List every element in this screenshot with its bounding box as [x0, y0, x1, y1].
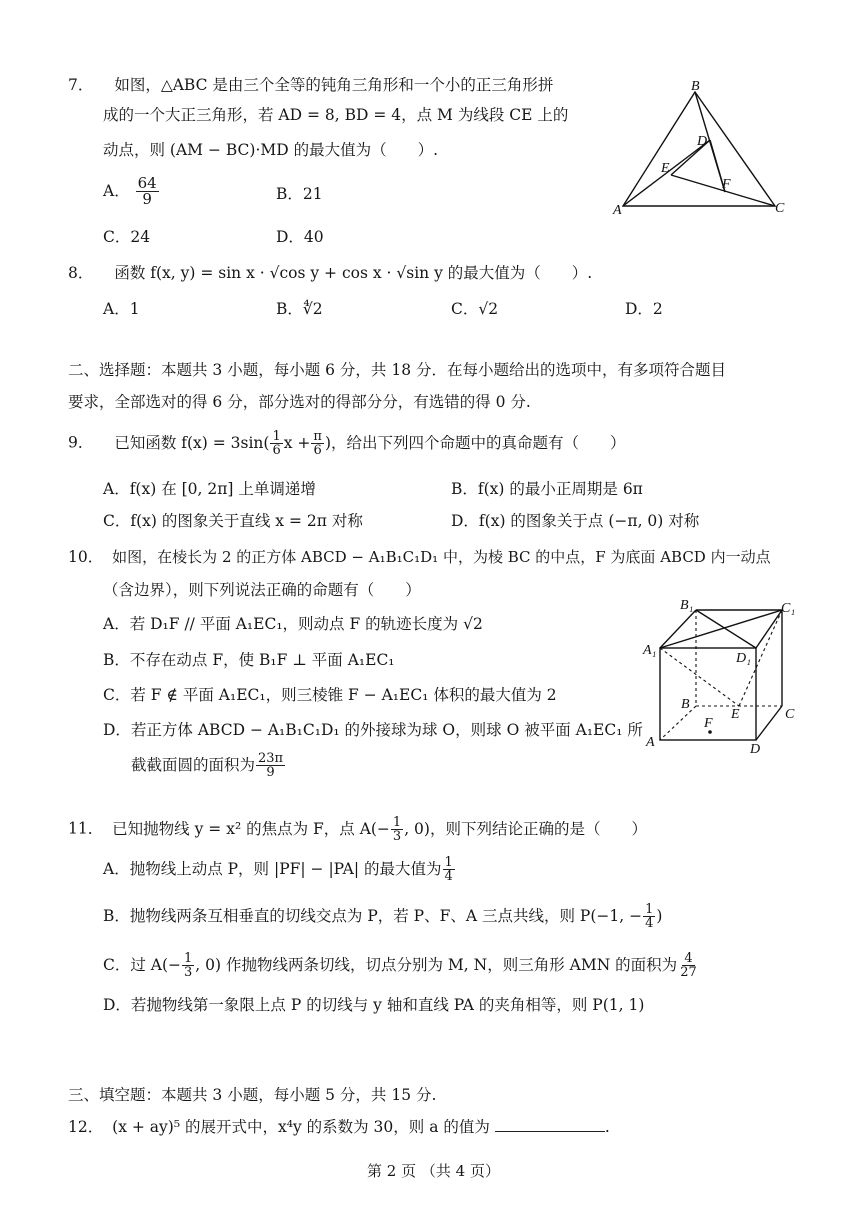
- page-footer: 第 2 页 （共 4 页）: [367, 1162, 500, 1180]
- q10-label-f: F: [704, 716, 713, 731]
- q9-text-mid: x +: [283, 434, 311, 453]
- q10-label-b1: B₁: [680, 598, 694, 613]
- q11-fraction-den: 3: [392, 829, 402, 844]
- q7-label-d: D: [697, 134, 708, 149]
- q11-option-b-den: 4: [645, 916, 654, 931]
- q12-answer-blank: [495, 1117, 605, 1132]
- q7-text-2: 成的一个大正三角形，若 AD = 8, BD = 4，点 M 为线段 CE 上的: [103, 106, 569, 124]
- q9-line: [68, 430, 626, 457]
- section-2-heading-1: 二、选择题：本题共 3 小题，每小题 6 分，共 18 分．在每小题给出的选项中，有多项符合题目: [68, 361, 727, 379]
- q7-option-a-numerator: 64: [137, 174, 157, 192]
- q9-fraction-1-den: 6: [272, 443, 281, 458]
- q11-option-a-text: A．抛物线上动点 P，则 |PF| − |PA| 的最大值为: [103, 860, 442, 879]
- q10-option-d-denominator: 9: [266, 765, 275, 780]
- q7-option-a: [103, 176, 160, 207]
- q9-fraction-2: [311, 430, 324, 457]
- q8-text: 函数 f(x, y) = sin x · √cos y + cos x · √sin y 的最大值为（ ）.: [114, 264, 593, 282]
- q11-fraction-num: 1: [392, 815, 402, 830]
- q11-option-b-fraction: [643, 903, 655, 930]
- q7-label-f: F: [722, 177, 731, 192]
- q10-text-2: （含边界），则下列说法正确的命题有（ ）: [103, 581, 421, 599]
- section-3-heading: 三、填空题：本题共 3 小题，每小题 5 分，共 15 分.: [68, 1086, 437, 1104]
- q8-line: [68, 264, 592, 283]
- q11-option-c-a-den: 3: [184, 965, 193, 980]
- q7-option-d: D．40: [276, 228, 324, 246]
- q10-option-c: C．若 F ∉ 平面 A₁EC₁，则三棱锥 F − A₁EC₁ 体积的最大值为 2: [103, 686, 557, 704]
- q7-option-c: C．24: [103, 228, 151, 246]
- q10-label-c: C: [785, 707, 795, 722]
- q11-option-a-fraction: [443, 856, 455, 883]
- q7-label-b: B: [691, 80, 700, 94]
- q11-text-post: , 0)，则下列结论正确的是（ ）: [404, 820, 647, 839]
- q7-option-a-fraction: [136, 176, 159, 207]
- section-2-heading-2: 要求，全部选对的得 6 分，部分选对的得部分分，有选错的得 0 分.: [68, 393, 531, 411]
- q7-text-1: 如图，△ABC 是由三个全等的钝角三角形和一个小的正三角形拼: [114, 76, 554, 94]
- q10-label-e: E: [731, 707, 740, 722]
- q9-text-pre: 已知函数 f(x) = 3sin(: [114, 434, 270, 453]
- q7-label-e: E: [661, 161, 670, 176]
- q9-text-post: )，给出下列四个命题中的真命题有（ ）: [324, 434, 626, 453]
- q10-cube-figure: [640, 596, 805, 756]
- q10-option-b: B．不存在动点 F，使 B₁F ⊥ 平面 A₁EC₁: [103, 651, 395, 669]
- q12-number: 12．: [68, 1118, 104, 1136]
- q9-option-b: B．f(x) 的最小正周期是 6π: [451, 480, 643, 498]
- q11-text-pre: 已知抛物线 y = x² 的焦点为 F，点 A(−: [112, 820, 390, 839]
- q7-triangle-figure: [605, 80, 795, 220]
- q11-option-b: [103, 903, 662, 930]
- q7-option-a-denominator: 9: [142, 190, 152, 208]
- q8-option-b: B．∜2: [276, 300, 323, 318]
- q11-option-b-post: ): [656, 907, 663, 926]
- q7-label-c: C: [775, 201, 785, 216]
- q11-option-c-text: C．过 A(−: [103, 956, 182, 975]
- q7-label-a: A: [613, 203, 622, 218]
- q10-label-a1: A₁: [643, 643, 657, 658]
- q10-option-a: A．若 D₁F // 平面 A₁EC₁，则动点 F 的轨迹长度为 √2: [103, 615, 483, 633]
- q9-option-d: D．f(x) 的图象关于点 (−π, 0) 对称: [451, 512, 700, 530]
- q10-label-d: D: [750, 742, 761, 756]
- q11-fraction: [391, 816, 403, 843]
- q8-number: 8．: [68, 264, 94, 282]
- q9-fraction-2-num: π: [313, 429, 322, 444]
- q11-option-c-a-fraction: [182, 952, 194, 979]
- q7-number: 7．: [68, 76, 94, 94]
- q9-fraction-1-num: 1: [272, 429, 281, 444]
- q8-option-a: A．1: [103, 300, 140, 318]
- q11-option-c-mid: , 0) 作抛物线两条切线，切点分别为 M, N，则三角形 AMN 的面积为: [195, 956, 678, 975]
- q10-option-d-fraction: [256, 752, 285, 779]
- q11-option-c-a-num: 1: [184, 951, 193, 966]
- q11-option-c-num: 4: [684, 951, 693, 966]
- q12-text: (x + ay)⁵ 的展开式中，x⁴y 的系数为 30，则 a 的值为: [112, 1118, 490, 1136]
- q9-fraction-2-den: 6: [313, 443, 322, 458]
- q11-line: [68, 816, 647, 843]
- q9-option-c: C．f(x) 的图象关于直线 x = 2π 对称: [103, 512, 363, 530]
- q11-option-b-num: 1: [645, 902, 654, 917]
- q10-text-1: 如图，在棱长为 2 的正方体 ABCD − A₁B₁C₁D₁ 中，为棱 BC 的中点，F 为底面 ABCD 内一动点: [112, 548, 771, 566]
- q10-option-d-numerator: 23π: [258, 751, 284, 766]
- q7-option-a-label: A．: [103, 182, 130, 201]
- q8-option-d: D．2: [625, 300, 663, 318]
- q10-option-d: D．若正方体 ABCD − A₁B₁C₁D₁ 的外接球为球 O，则球 O 被平面 A₁EC₁ 所: [103, 721, 643, 739]
- q11-number: 11．: [68, 819, 104, 838]
- q10-option-d-text: 截截面圆的面积为: [131, 756, 256, 775]
- q12-line: [68, 1117, 610, 1137]
- q10-label-c1: C₁: [781, 601, 796, 616]
- q7-option-b: B．21: [276, 185, 323, 203]
- q11-option-b-text: B．抛物线两条互相垂直的切线交点为 P，若 P、F、A 三点共线，则 P(−1, −: [103, 907, 643, 926]
- q10-line-1: [68, 548, 771, 567]
- q10-label-d1: D₁: [736, 651, 751, 666]
- q10-number: 10．: [68, 548, 104, 566]
- q10-label-b: B: [681, 697, 690, 712]
- q7-text-3: 动点，则 (AM − BC)·MD 的最大值为（ ）.: [103, 141, 439, 159]
- q9-fraction-1: [270, 430, 282, 457]
- q9-option-a: A．f(x) 在 [0, 2π] 上单调递增: [103, 480, 316, 498]
- q11-option-a-num: 1: [444, 855, 453, 870]
- q11-option-a-den: 4: [444, 869, 453, 884]
- q11-option-d: D．若抛物线第一象限上点 P 的切线与 y 轴和直线 PA 的夹角相等，则 P(1, 1): [103, 996, 645, 1014]
- q11-option-c-fraction: [678, 952, 699, 979]
- q12-text-post: .: [604, 1118, 610, 1136]
- q11-option-a: [103, 856, 456, 883]
- q11-option-c-den: 27: [680, 965, 697, 980]
- q10-label-a: A: [646, 735, 655, 750]
- q7-line-1: [68, 76, 553, 95]
- q10-option-d-line-2: [131, 752, 286, 779]
- q9-number: 9．: [68, 433, 94, 452]
- q8-option-c: C．√2: [451, 300, 499, 318]
- q11-option-c: [103, 952, 700, 979]
